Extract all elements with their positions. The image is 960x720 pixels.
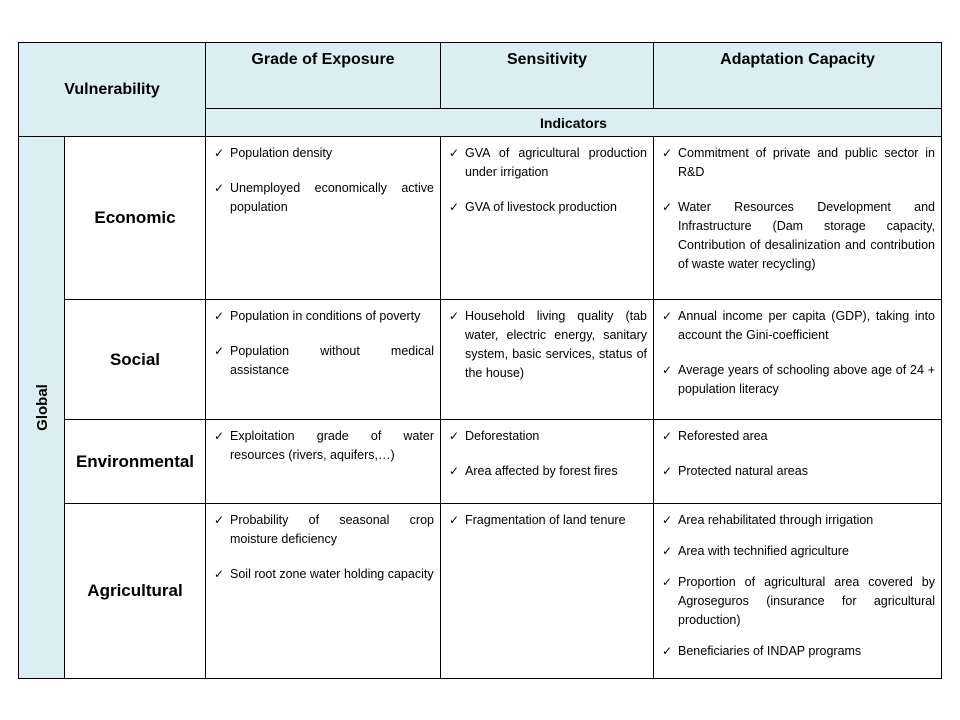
indicators-header: Indicators (206, 109, 942, 137)
list-item: ✓ Commitment of private and public sector in R&D (678, 144, 935, 182)
list-item: ✓ GVA of livestock production (465, 198, 647, 217)
list-item: ✓ Proportion of agricultural area covered by Agroseguros (insurance for agricultural production) (678, 573, 935, 630)
environmental-sensitivity (441, 420, 654, 504)
list-item: ✓ Average years of schooling above age of 24 + population literacy (678, 361, 935, 399)
list-item: ✓ Deforestation (465, 427, 647, 446)
list-item: ✓ Reforested area (678, 427, 935, 446)
list-item: ✓ Soil root zone water holding capacity (230, 565, 434, 584)
vulnerability-table (18, 42, 942, 679)
table-row-economic (19, 137, 942, 300)
list-item: ✓ Population density (230, 144, 434, 163)
row-label-social: Social (65, 300, 206, 420)
list-item: ✓ Area affected by forest fires (465, 462, 647, 481)
agricultural-exposure (206, 504, 441, 679)
row-label-agricultural: Agricultural (65, 504, 206, 679)
exposure-header: Grade of Exposure (206, 43, 441, 109)
global-label-cell (19, 137, 65, 679)
list-item: ✓ Area rehabilitated through irrigation (678, 511, 935, 530)
social-exposure (206, 300, 441, 420)
list-item: ✓ Protected natural areas (678, 462, 935, 481)
adaptation-header: Adaptation Capacity (654, 43, 942, 109)
list-item: ✓ Unemployed economically active population (230, 179, 434, 217)
economic-exposure (206, 137, 441, 300)
row-label-environmental: Environmental (65, 420, 206, 504)
list-item: ✓ Population without medical assistance (230, 342, 434, 380)
list-item: ✓ Water Resources Development and Infrastructure (Dam storage capacity, Contribution of desalinization and contribution of waste water recycling) (678, 198, 935, 274)
list-item: ✓ Area with technified agriculture (678, 542, 935, 561)
list-item: ✓ Population in conditions of poverty (230, 307, 434, 326)
row-label-economic: Economic (65, 137, 206, 300)
social-adaptation (654, 300, 942, 420)
environmental-adaptation (654, 420, 942, 504)
list-item: ✓ Household living quality (tab water, electric energy, sanitary system, basic services, status of the house) (465, 307, 647, 383)
list-item: ✓ Exploitation grade of water resources (rivers, aquifers,…) (230, 427, 434, 465)
list-item: ✓ Beneficiaries of INDAP programs (678, 642, 935, 661)
vulnerability-header: Vulnerability (19, 43, 206, 137)
list-item: ✓ Fragmentation of land tenure (465, 511, 647, 530)
agricultural-adaptation (654, 504, 942, 679)
list-item: ✓ GVA of agricultural production under irrigation (465, 144, 647, 182)
table-row-social (19, 300, 942, 420)
table-row-agricultural (19, 504, 942, 679)
sensitivity-header: Sensitivity (441, 43, 654, 109)
economic-adaptation (654, 137, 942, 300)
economic-sensitivity (441, 137, 654, 300)
table-row-environmental (19, 420, 942, 504)
list-item: ✓ Probability of seasonal crop moisture deficiency (230, 511, 434, 549)
agricultural-sensitivity (441, 504, 654, 679)
environmental-exposure (206, 420, 441, 504)
social-sensitivity (441, 300, 654, 420)
list-item: ✓ Annual income per capita (GDP), taking into account the Gini-coefficient (678, 307, 935, 345)
global-label: Global (33, 383, 51, 431)
